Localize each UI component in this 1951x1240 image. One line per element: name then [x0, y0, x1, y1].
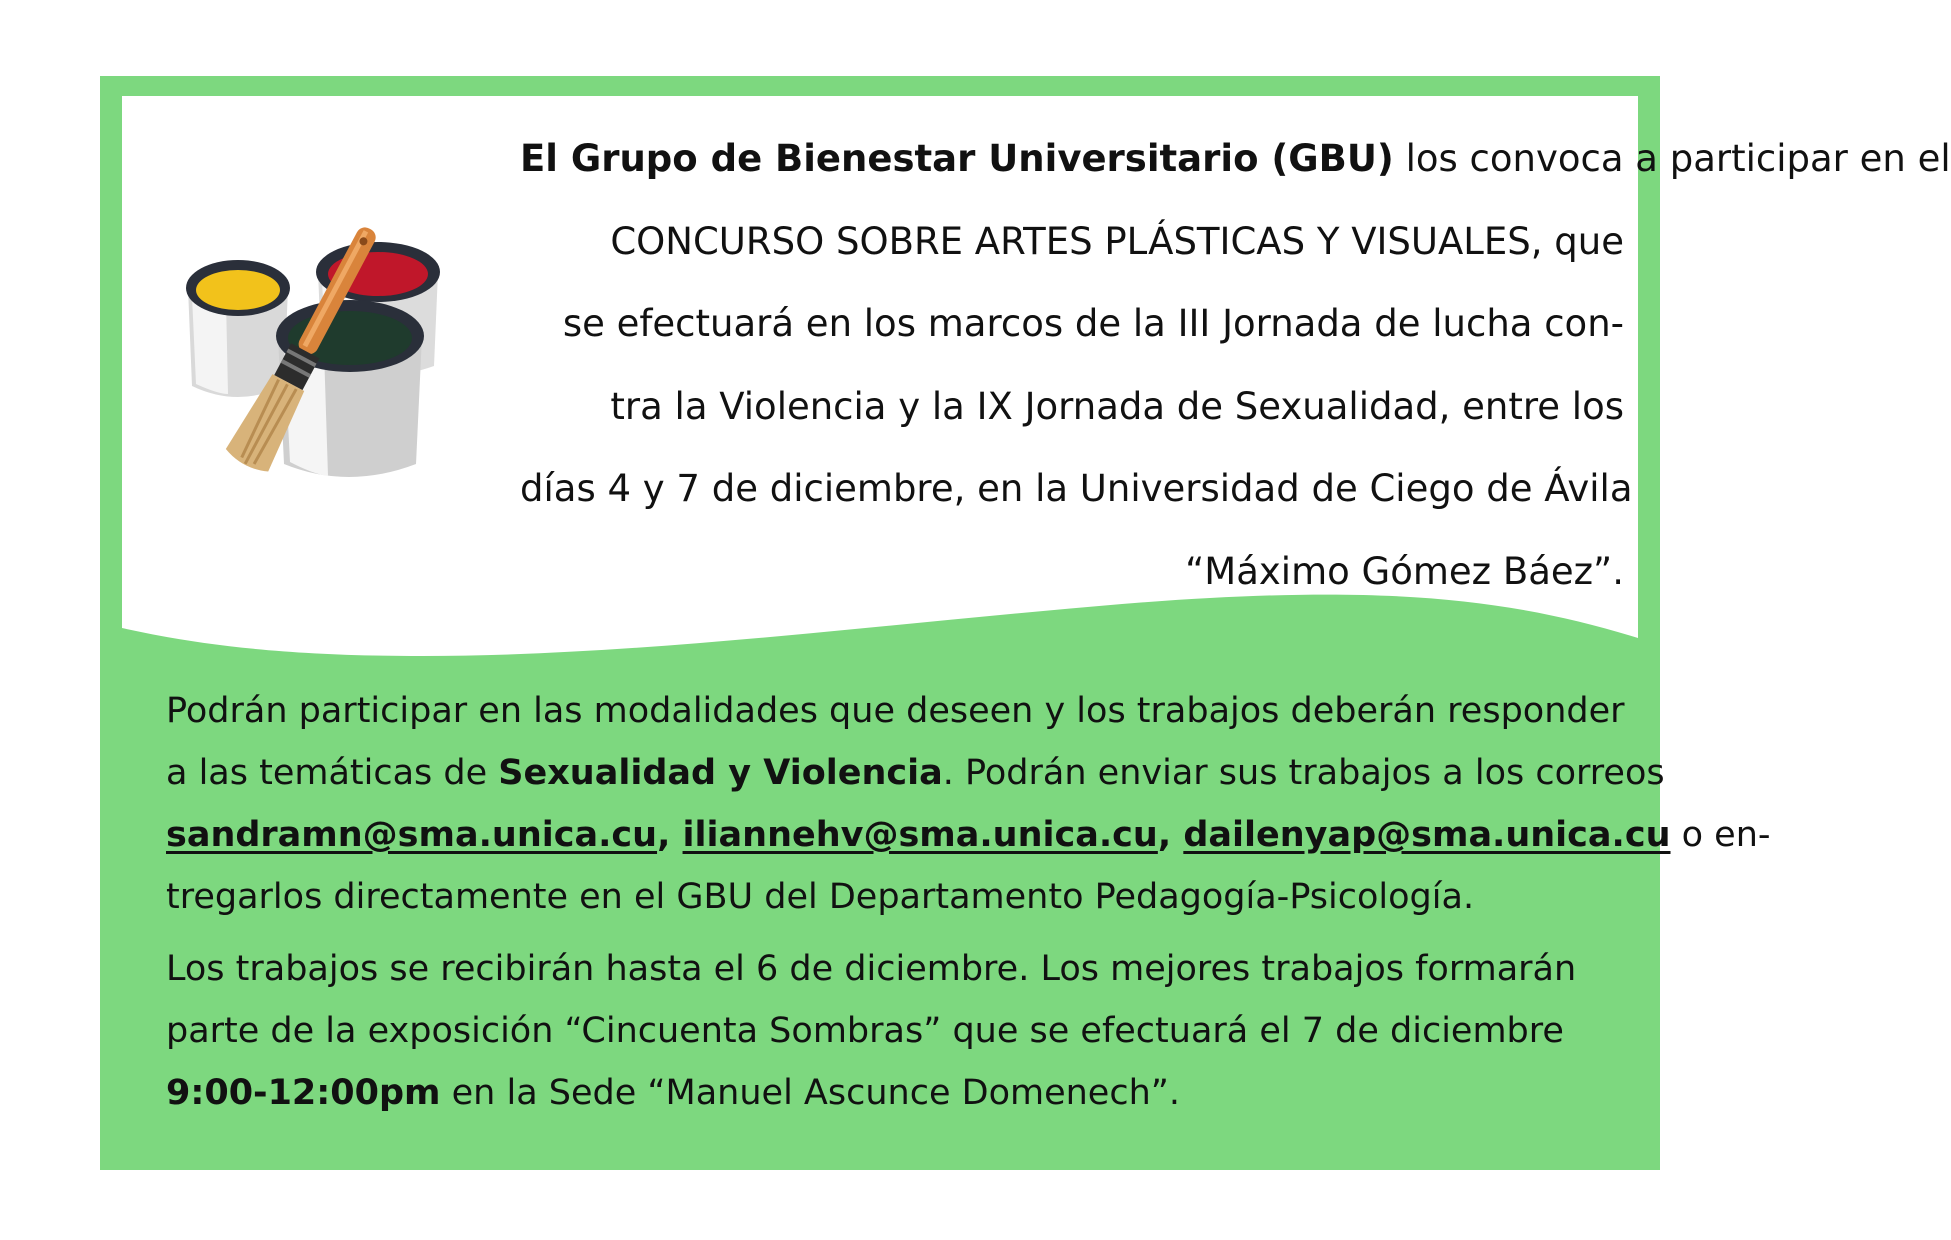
deadline-line-3: 9:00-12:00pm en la Sede “Manuel Ascunce Domenech”.	[166, 1073, 1181, 1113]
intro-line-1: El Grupo de Bienestar Universitario (GBU) los convoca a participar en el	[520, 137, 1951, 180]
email-link-sandramn[interactable]: sandramn@sma.unica.cu	[166, 815, 658, 855]
themes-bold: Sexualidad y Violencia	[498, 753, 943, 793]
intro-line-2: CONCURSO SOBRE ARTES PLÁSTICAS Y VISUALES, que	[610, 219, 1624, 263]
intro-announcement	[520, 118, 1951, 613]
deadline-line-1: Los trabajos se recibirán hasta el 6 de diciembre. Los mejores trabajos formarán	[166, 949, 1577, 989]
intro-line-5: días 4 y 7 de diciembre, en la Universidad de Ciego de Ávila	[520, 467, 1633, 510]
deadline-line-2: parte de la exposición “Cincuenta Sombras” que se efectuará el 7 de diciembre	[166, 1011, 1564, 1051]
details-line-4: tregarlos directamente en el GBU del Departamento Pedagogía-Psicología.	[166, 877, 1475, 917]
intro-line-3: se efectuará en los marcos de la III Jornada de lucha con-	[562, 302, 1624, 345]
email-link-iliannehv[interactable]: iliannehv@sma.unica.cu	[682, 815, 1158, 855]
details-section	[166, 680, 1771, 1124]
intro-line-4: tra la Violencia y la IX Jornada de Sexualidad, entre los	[610, 384, 1624, 428]
details-line-1: Podrán participar en las modalidades que deseen y los trabajos deberán responder	[166, 691, 1625, 731]
paint-cans-illustration	[168, 236, 508, 536]
email-link-dailenyap[interactable]: dailenyap@sma.unica.cu	[1183, 815, 1671, 855]
deadline-paragraph	[166, 938, 1626, 1124]
details-line-2: a las temáticas de Sexualidad y Violencia. Podrán enviar sus trabajos a los correos	[166, 753, 1665, 793]
email-line: sandramn@sma.unica.cu, iliannehv@sma.unica.cu, dailenyap@sma.unica.cu o en-	[166, 815, 1771, 855]
exhibition-time: 9:00-12:00pm	[166, 1073, 441, 1113]
participation-paragraph	[166, 680, 1771, 928]
intro-line-6: “Máximo Gómez Báez”.	[1185, 549, 1624, 593]
organization-name: El Grupo de Bienestar Universitario (GBU)	[520, 137, 1394, 180]
